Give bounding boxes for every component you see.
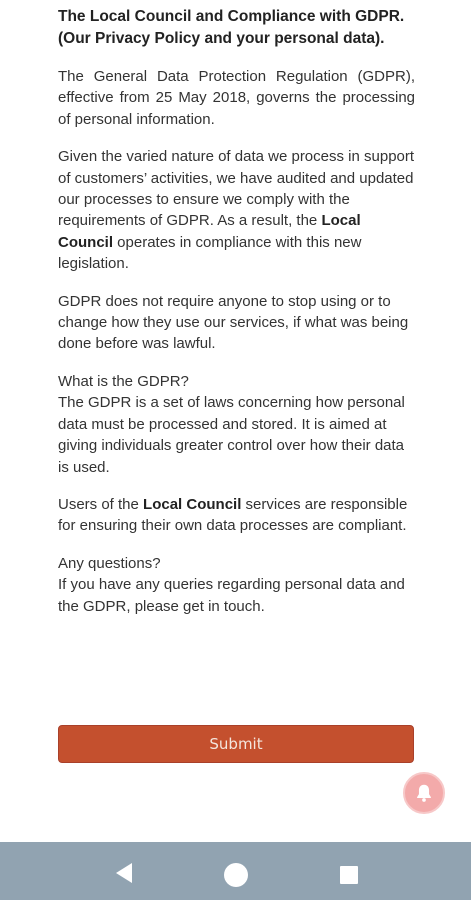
home-circle-icon[interactable]	[224, 863, 248, 887]
lawful-use-paragraph: GDPR does not require anyone to stop using or to change how they use our services, if what was being done before was lawful.	[58, 292, 409, 353]
submit-button[interactable]	[58, 725, 414, 763]
android-navigation-bar	[0, 842, 471, 900]
user-responsibility-paragraph	[58, 494, 415, 537]
bell-icon	[413, 782, 435, 804]
compliance-text-b: operates in compliance with this new legislation.	[58, 233, 362, 273]
local-council-bold-2: Local Council	[143, 495, 242, 513]
questions-heading: Any questions?	[58, 554, 161, 572]
compliance-paragraph	[58, 146, 415, 274]
questions-paragraph	[58, 553, 415, 617]
responsibility-text-b: services are responsible for ensuring their own data processes are compliant.	[58, 495, 408, 535]
policy-title	[58, 6, 415, 49]
submit-button-label: Submit	[209, 735, 263, 753]
recents-square-icon[interactable]	[340, 866, 358, 884]
policy-title-line1: The Local Council and Compliance with GDPR.	[58, 8, 405, 25]
what-is-gdpr-body: The GDPR is a set of laws concerning how personal data must be processed and stored. It is aimed at giving individuals greater control over how their data is used.	[58, 394, 405, 476]
questions-body: If you have any queries regarding personal data and the GDPR, please get in touch.	[58, 576, 405, 615]
responsibility-text-a: Users of the	[58, 495, 144, 513]
policy-title-line2: (Our Privacy Policy and your personal data).	[58, 29, 385, 47]
what-is-gdpr-heading: What is the GDPR?	[58, 372, 189, 390]
what-is-gdpr-paragraph	[58, 371, 415, 478]
local-council-bold: Local Council	[58, 212, 361, 251]
compliance-text-a: Given the varied nature of data we process in support of customers’ activities, we have audited and updated our processes to ensure we comply with the requirements of GDPR. As a result, the	[58, 148, 415, 230]
gdpr-intro-paragraph: The General Data Protection Regulation (GDPR), effective from 25 May 2018, governs the processing of personal information.	[58, 68, 415, 128]
back-triangle-icon[interactable]	[112, 861, 136, 885]
policy-content	[58, 6, 415, 617]
notification-bell-button[interactable]	[403, 772, 445, 814]
